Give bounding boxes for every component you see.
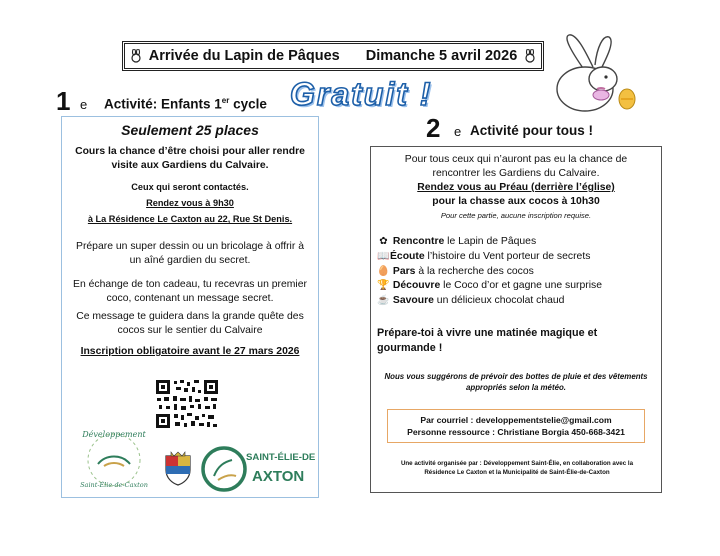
item-rest: le Lapin de Pâques: [444, 236, 537, 247]
list-item: [377, 250, 662, 265]
rdv-preau-text: Rendez vous au Préau (derrière l’église): [417, 182, 615, 193]
item-verb: Découvre: [392, 280, 441, 292]
rdv-place-text: à La Résidence Le Caxton au 22, Rue St Denis.: [87, 214, 293, 224]
municipal-crest-icon: [163, 450, 193, 486]
person-line: Personne ressource : Christiane Borgia 450-668-3421: [407, 427, 625, 437]
bunny-icon: [129, 49, 143, 63]
ste-logo-top: SAINT-ÉLIE-DE: [246, 452, 316, 463]
bunny-icon: ✿: [379, 236, 388, 247]
dev-logo-top: Développement: [82, 430, 146, 439]
activity2-suffix: e: [454, 124, 462, 139]
item-rest: le Coco d’or et gagne une surprise: [440, 280, 602, 292]
rdv-time: [61, 197, 319, 209]
qr-code[interactable]: [154, 378, 220, 430]
rdv-hunt: pour la chasse aux cocos à 10h30: [432, 196, 600, 207]
item-verb: Rencontre: [392, 236, 445, 247]
item-verb: Écoute: [390, 250, 425, 262]
item-verb: Pars: [392, 265, 416, 277]
item-rest: à la recherche des cocos: [415, 265, 534, 277]
header-date: Dimanche 5 avril 2026: [365, 48, 518, 64]
activity2-number: 2: [426, 113, 441, 143]
activity1-title: [104, 96, 267, 112]
activity1-title-main: Activité: Enfants 1: [104, 96, 222, 112]
boots-suggestion: Nous vous suggérons de prévoir des bottes de pluie et des vêtements appropriés selon la météo.: [384, 372, 648, 392]
activity1-number: 1: [56, 86, 71, 116]
gratuit-headline: Gratuit !: [290, 76, 433, 112]
activity1-title-sup: er: [221, 96, 230, 105]
rdv-time-text: Rendez vous à 9h30: [146, 198, 234, 208]
easter-bunny-illustration: [551, 33, 653, 115]
saint-elie-logo: [200, 446, 316, 492]
intro-text: Pour tous ceux qui n’auront pas eu la chance de rencontrer les Gardiens du Calvaire.: [404, 154, 628, 179]
book-icon: 📖: [377, 250, 390, 262]
list-item: [377, 279, 662, 294]
ste-logo-bottom: AXTON: [252, 468, 305, 485]
activity-list: [377, 235, 662, 309]
exchange-paragraph: En échange de ton cadeau, tu recevras un premier coco, contenant un message secret.: [73, 279, 307, 304]
header-banner: [122, 41, 544, 71]
item-rest: l’histoire du Vent porteur de secrets: [424, 250, 591, 262]
organizer-text: Une activité organisée par : Développement Saint-Élie, en collaboration avec la Résidence Le Caxton et la Municipalité de Saint-Élie-de-Caxton: [400, 460, 634, 476]
dev-logo-bottom: Saint-Élie-de-Caxton: [80, 481, 148, 489]
email-line[interactable]: Par courriel : developpementstelie@gmail.com: [420, 415, 612, 425]
item-verb: Savoure: [392, 295, 434, 307]
rdv-preau: [370, 181, 662, 195]
egg-icon: 🥚: [377, 265, 390, 277]
quest-paragraph: Ce message te guidera dans la grande quête des cocos sur le sentier du Calvaire: [76, 311, 304, 336]
developpement-logo: [74, 426, 154, 492]
deadline-text: [61, 345, 319, 359]
chocolate-icon: ☕: [377, 295, 390, 307]
list-item: [377, 235, 662, 250]
deadline-text-inner: Inscription obligatoire avant le 27 mars 2026: [80, 346, 300, 357]
activity1-title-end: cycle: [229, 96, 267, 112]
trophy-icon: 🏆: [377, 280, 390, 292]
item-rest: un délicieux chocolat chaud: [433, 295, 565, 307]
list-item: [377, 294, 662, 309]
contact-box: [387, 409, 645, 443]
bunny-icon: [523, 49, 537, 63]
list-item: [377, 265, 662, 280]
contacted-text: Ceux qui seront contactés.: [131, 182, 249, 192]
closing-text: Prépare-toi à vivre une matinée magique et gourmande !: [377, 327, 598, 354]
chance-text: Cours la chance d’être choisi pour aller rendre visite aux Gardiens du Calvaire.: [75, 146, 305, 171]
no-registration-note: Pour cette partie, aucune inscription requise.: [440, 211, 592, 220]
places-heading: Seulement 25 places: [121, 122, 259, 138]
activity1-suffix: e: [80, 97, 88, 112]
drawing-paragraph: Prépare un super dessin ou un bricolage à offrir à un aîné gardien du secret.: [76, 241, 304, 266]
header-title: Arrivée du Lapin de Pâques: [148, 48, 340, 64]
rdv-place: [61, 213, 319, 225]
activity2-title: Activité pour tous !: [470, 123, 594, 138]
